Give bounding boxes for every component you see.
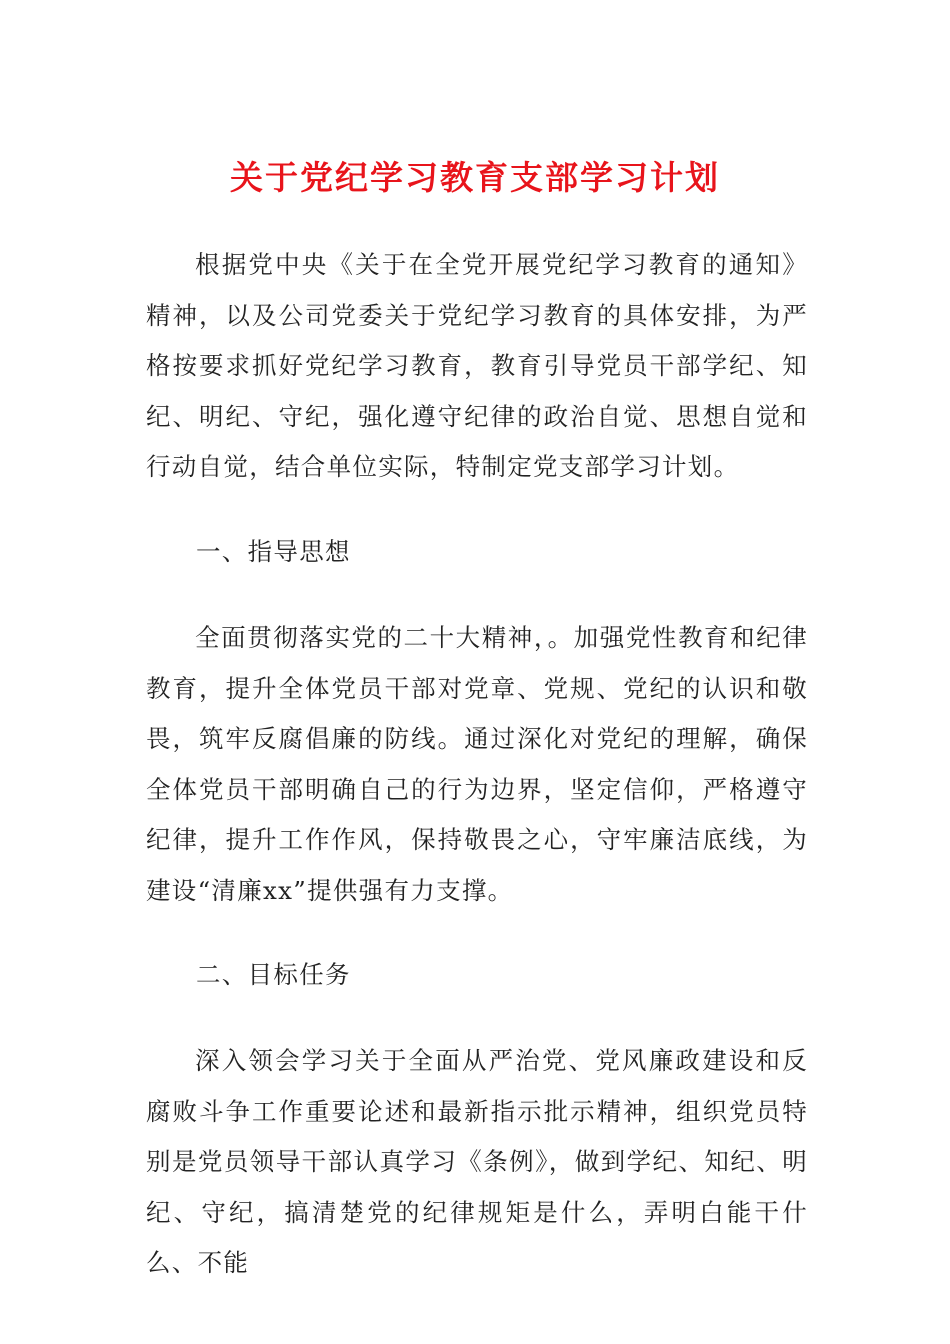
section-1-heading: 一、指导思想 bbox=[196, 537, 351, 566]
document-title: 关于党纪学习教育支部学习计划 bbox=[230, 158, 720, 197]
intro-paragraph: 根据党中央《关于在全党开展党纪学习教育的通知》精神，以及公司党委关于党纪学习教育的具体安排，为严格按要求抓好党纪学习教育，教育引导党员干部学纪、知纪、明纪、守纪，强化遵守纪律的政治自觉、思想自觉和行动自觉，结合单位实际，特制定党支部学习计划。 bbox=[146, 250, 808, 481]
section-2-paragraph: 深入领会学习关于全面从严治党、党风廉政建设和反腐败斗争工作重要论述和最新指示批示精神，组织党员特别是党员领导干部认真学习《条例》，做到学纪、知纪、明纪、守纪，搞清楚党的纪律规矩是什么，弄明白能干什么、不能 bbox=[146, 1046, 808, 1277]
section-1-paragraph: 全面贯彻落实党的二十大精神，。加强党性教育和纪律教育，提升全体党员干部对党章、党规、党纪的认识和敬畏，筑牢反腐倡廉的防线。通过深化对党纪的理解，确保全体党员干部明确自己的行为边界，坚定信仰，严格遵守纪律，提升工作作风，保持敬畏之心，守牢廉洁底线，为建设“清廉xx”提供强有力支撑。 bbox=[146, 623, 808, 905]
section-2-heading: 二、目标任务 bbox=[196, 960, 351, 989]
